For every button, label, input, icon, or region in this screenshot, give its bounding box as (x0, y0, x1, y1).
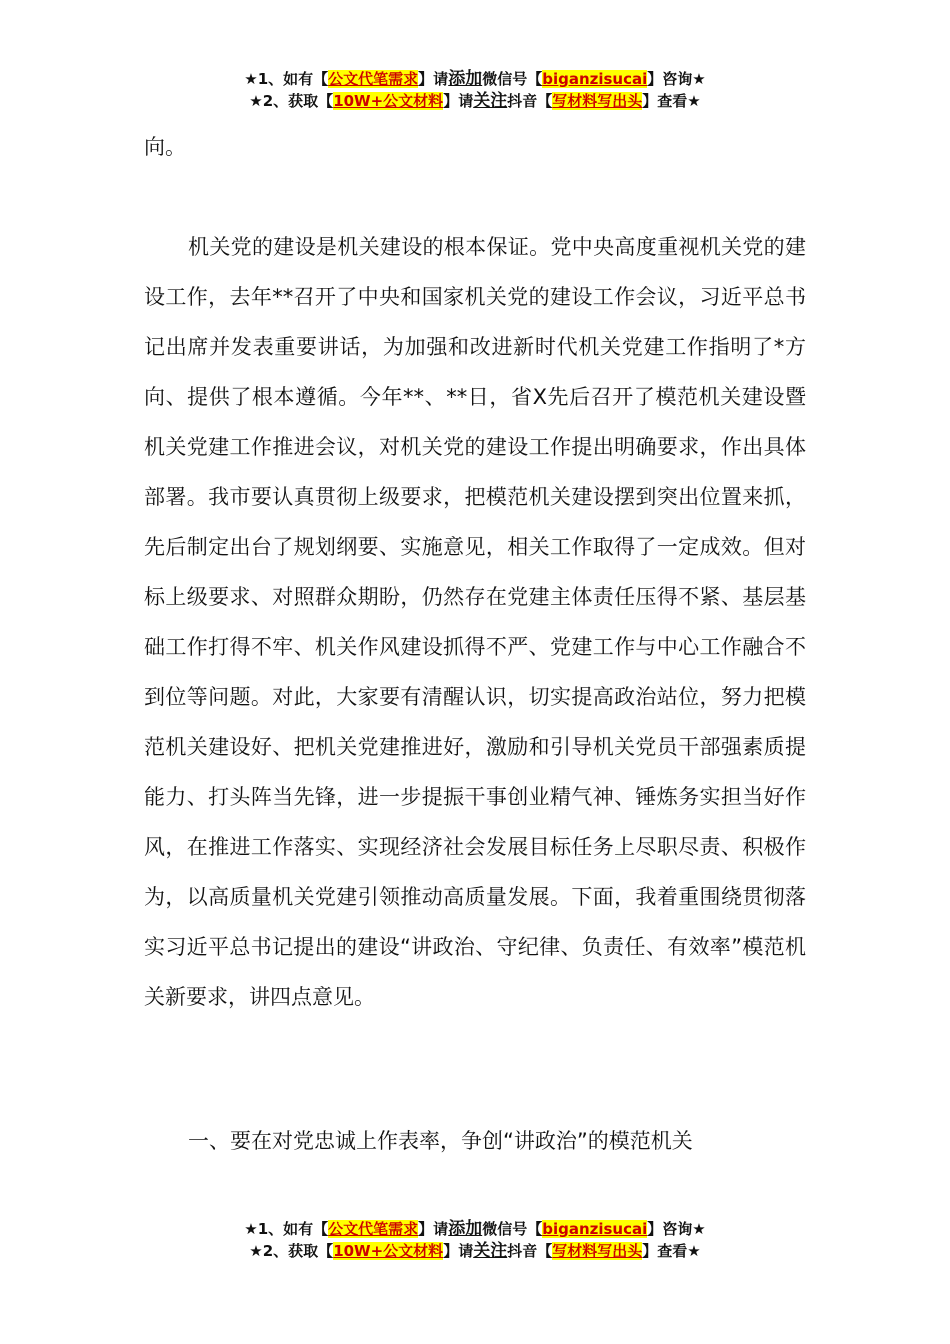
banner-text: 】请 (418, 70, 449, 88)
banner-emphasis: 添加 (448, 69, 483, 89)
banner-emphasis: 关注 (473, 1241, 508, 1261)
banner-text: 】咨询★ (647, 70, 706, 88)
banner-text: 】请 (443, 92, 474, 110)
banner-line-2 (0, 90, 950, 112)
banner-highlight: 公文代笔需求 (328, 70, 419, 88)
banner-text: ★2、获取【 (249, 92, 334, 110)
banner-emphasis: 添加 (448, 1219, 483, 1239)
banner-emphasis: 关注 (473, 91, 508, 111)
banner-highlight: 写材料写出头 (552, 1242, 643, 1260)
banner-highlight: biganzisucai (542, 1220, 648, 1238)
body-paragraph: 机关党的建设是机关建设的根本保证。党中央高度重视机关党的建设工作，去年**召开了中央和国家机关党的建设工作会议，习近平总书记出席并发表重要讲话，为加强和改进新时代机关党建工作指明了*方向、提供了根本遵循。今年**、**日，省X先后召开了模范机关建设暨机关党建工作推进会议，对机关党的建设工作提出明确要求，作出具体部署。我市要认真贯彻上级要求，把模范机关建设摆到突出位置来抓，先后制定出台了规划纲要、实施意见，相关工作取得了一定成效。但对标上级要求、对照群众期盼，仍然存在党建主体责任压得不紧、基层基础工作打得不牢、机关作风建设抓得不严、党建工作与中心工作融合不到位等问题。对此，大家要有清醒认识，切实提高政治站位，努力把模范机关建设好、把机关党建推进好，激励和引导机关党员干部强素质提能力、打头阵当先锋，进一步提振干事创业精气神、锤炼务实担当好作风，在推进工作落实、实现经济社会发展目标任务上尽职尽责、积极作为，以高质量机关党建引领推动高质量发展。下面，我着重围绕贯彻落实习近平总书记提出的建设“讲政治、守纪律、负责任、有效率”模范机关新要求，讲四点意见。 (144, 235, 806, 1009)
banner-highlight: 公文代笔需求 (328, 1220, 419, 1238)
banner-text: 】咨询★ (647, 1220, 706, 1238)
header-banner (0, 68, 950, 112)
banner-text: 微信号【 (482, 70, 543, 88)
banner-text: 】请 (418, 1220, 449, 1238)
text-fragment: 向。 (144, 135, 186, 159)
banner-line-1 (0, 68, 950, 90)
banner-text: 微信号【 (482, 1220, 543, 1238)
banner-highlight: biganzisucai (542, 70, 648, 88)
footer-banner (0, 1218, 950, 1262)
section-heading: 一、要在对党忠诚上作表率，争创“讲政治”的模范机关 (188, 1129, 693, 1153)
banner-text: ★1、如有【 (244, 70, 329, 88)
banner-line-1 (0, 1218, 950, 1240)
banner-line-2 (0, 1240, 950, 1262)
banner-highlight: 10W+公文材料 (333, 1242, 444, 1260)
banner-text: 】请 (443, 1242, 474, 1260)
banner-highlight: 写材料写出头 (552, 92, 643, 110)
banner-text: 抖音【 (507, 92, 553, 110)
banner-text: 】查看★ (642, 1242, 701, 1260)
banner-highlight: 10W+公文材料 (333, 92, 444, 110)
banner-text: ★1、如有【 (244, 1220, 329, 1238)
banner-text: 抖音【 (507, 1242, 553, 1260)
banner-text: 】查看★ (642, 92, 701, 110)
banner-text: ★2、获取【 (249, 1242, 334, 1260)
